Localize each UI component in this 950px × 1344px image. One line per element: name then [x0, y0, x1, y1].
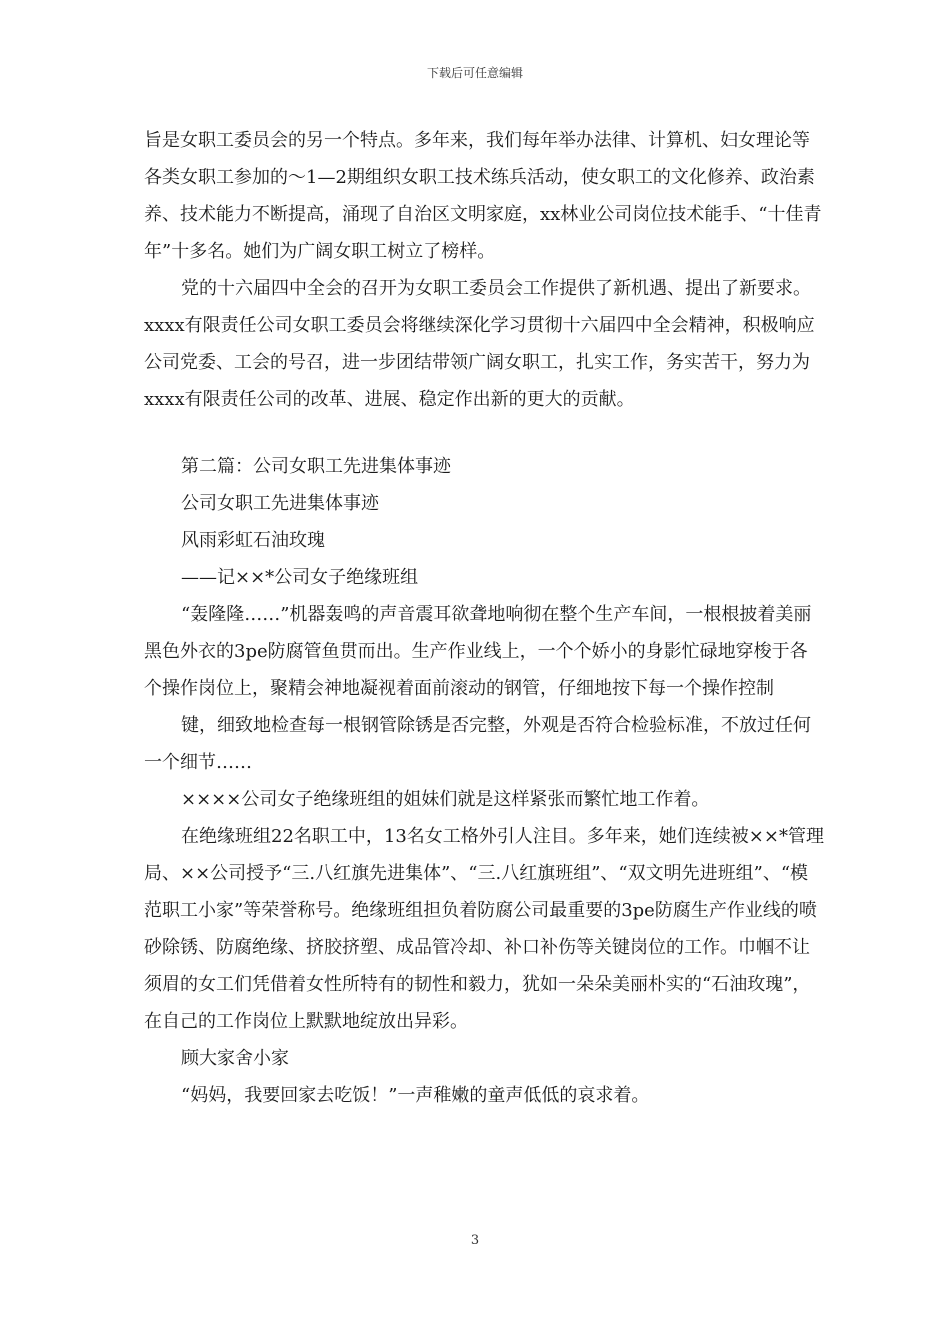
- page-header: 下载后可任意编辑: [426, 66, 523, 80]
- section-title: 第二篇：公司女职工先进集体事迹: [181, 456, 451, 477]
- paragraph-child-voice: “妈妈，我要回家去吃饭！”一声稚嫩的童声低低的哀求着。: [181, 1085, 650, 1106]
- page-number: 3: [470, 1233, 480, 1248]
- article-heading: 风雨彩虹石油玫瑰: [181, 530, 325, 551]
- paragraph-machine-noise: “轰隆隆……”机器轰鸣的声音震耳欲聋地响彻在整个生产车间，一根根披着美丽黑色外衣的3pe防腐管鱼贯而出。生产作业线上，一个个娇小的身影忙碌地穿梭于各个操作岗位上，聚精会神地凝视着面前滚动的钢管，仔细地按下每一个操作控制: [144, 604, 812, 699]
- document-body: [144, 122, 824, 1114]
- paragraph-inspection: 键，细致地检查每一根钢管除锈是否完整，外观是否符合检验标准，不放过任何一个细节……: [144, 715, 811, 773]
- article-byline: ——记××*公司女子绝缘班组: [181, 567, 419, 588]
- paragraph-busy-work: ××××公司女子绝缘班组的姐妹们就是这样紧张而繁忙地工作着。: [181, 789, 710, 810]
- subheading-family: 顾大家舍小家: [181, 1048, 289, 1069]
- article-title: 公司女职工先进集体事迹: [181, 493, 379, 514]
- paragraph-honors: 在绝缘班组22名职工中，13名女工格外引人注目。多年来，她们连续被××*管理局、××公司授予“三.八红旗先进集体”、“三.八红旗班组”、“双文明先进班组”、“模范职工小家”等荣誉称号。绝缘班组担负着防腐公司最重要的3pe防腐生产作业线的喷砂除锈、防腐绝缘、挤胶挤塑、成品管冷却、补口补伤等关键岗位的工作。巾帼不让须眉的女工们凭借着女性所特有的韧性和毅力，犹如一朵朵美丽朴实的“石油玫瑰”，在自己的工作岗位上默默地绽放出异彩。: [144, 826, 824, 1032]
- paragraph-conference: 党的十六届四中全会的召开为女职工委员会工作提供了新机遇、提出了新要求。xxxx有限责任公司女职工委员会将继续深化学习贯彻十六届四中全会精神，积极响应公司党委、工会的号召，进一步团结带领广阔女职工，扎实工作，务实苦干，努力为xxxx有限责任公司的改革、进展、稳定作出新的更大的贡献。: [144, 278, 815, 410]
- section-two: [144, 448, 824, 1114]
- paragraph-continuation: 旨是女职工委员会的另一个特点。多年来，我们每年举办法律、计算机、妇女理论等各类女职工参加的～1—2期组织女职工技术练兵活动，使女职工的文化修养、政治素养、技术能力不断提高，涌现了自治区文明家庭，xx林业公司岗位技术能手、“十佳青年”十多名。她们为广阔女职工树立了榜样。: [144, 130, 822, 262]
